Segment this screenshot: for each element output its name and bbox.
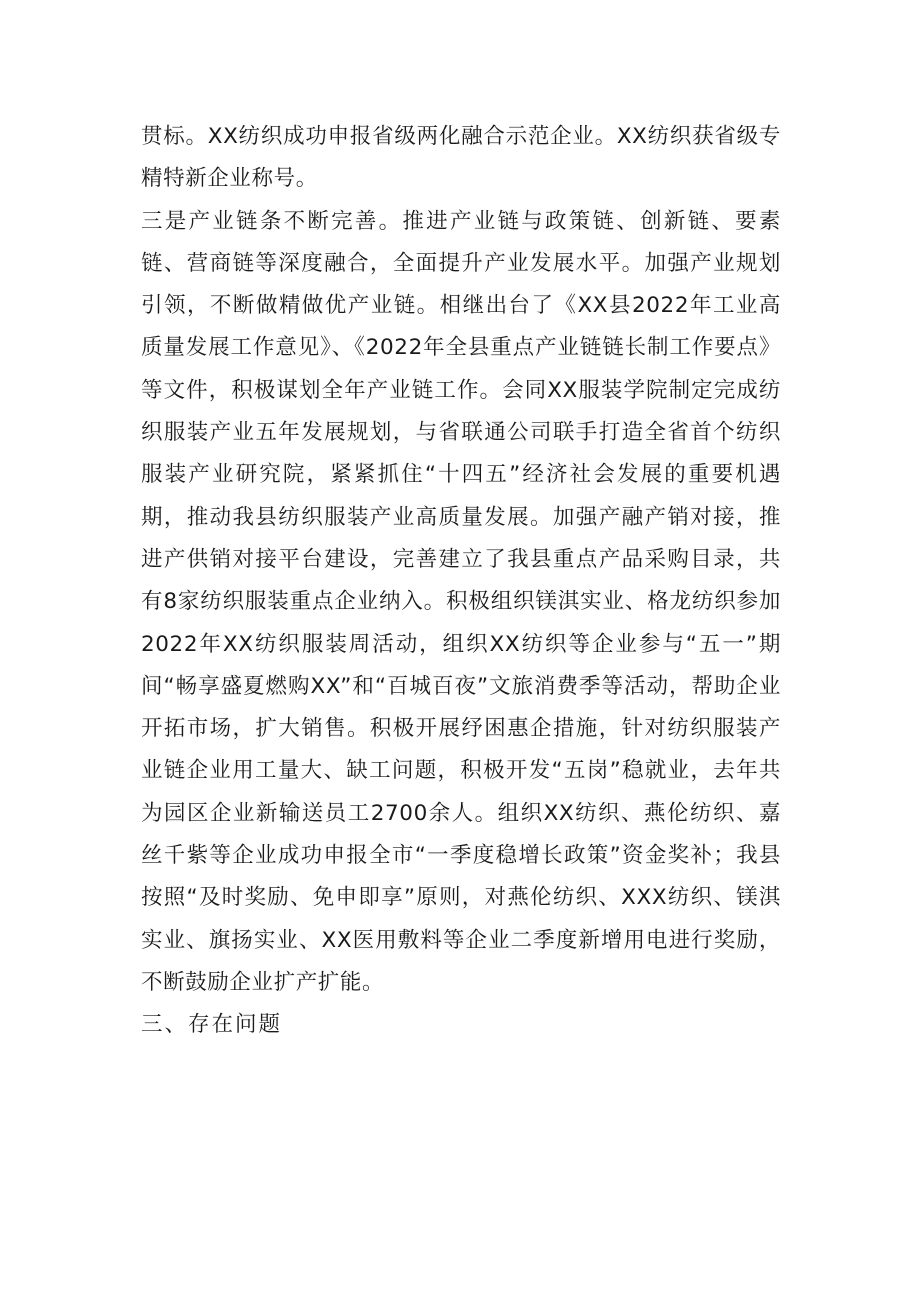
paragraph-industry-chain: 三是产业链条不断完善。推进产业链与政策链、创新链、要素链、营商链等深度融合，全面提升产业发展水平。加强产业规划引领，不断做精做优产业链。相继出台了《XX县2022年工业高质量发展工作意见》、《2022年全县重点产业链链长制工作要点》等文件，积极谋划全年产业链工作。会同XX服装学院制定完成纺织服装产业五年发展规划，与省联通公司联手打造全省首个纺织服装产业研究院，紧紧抓住“十四五”经济社会发展的重要机遇期，推动我县纺织服装产业高质量发展。加强产融产销对接，推进产供销对接平台建设，完善建立了我县重点产品采购目录，共有8家纺织服装重点企业纳入。积极组织镁淇实业、格龙纺织参加2022年XX纺织服装周活动，组织XX纺织等企业参与“五一”期间“畅享盛夏燃购XX”和“百城百夜”文旅消费季等活动，帮助企业开拓市场，扩大销售。积极开展纾困惠企措施，针对纺织服装产业链企业用工量大、缺工问题，积极开发“五岗”稳就业，去年共为园区企业新输送员工2700余人。组织XX纺织、燕伦纺织、嘉丝千紫等企业成功申报全市“一季度稳增长政策”资金奖补；我县按照“及时奖励、免申即享”原则，对燕伦纺织、XXX纺织、镁淇实业、旗扬实业、XX医用敷料等企业二季度新增用电进行奖励，不断鼓励企业扩产扩能。 [141,208,781,995]
section-heading-existing-problems: 三、存在问题 [141,1012,283,1038]
document-body [141,116,781,1047]
paragraph-standards-certification: 贯标。XX纺织成功申报省级两化融合示范企业。XX纺织获省级专精特新企业称号。 [141,124,781,192]
